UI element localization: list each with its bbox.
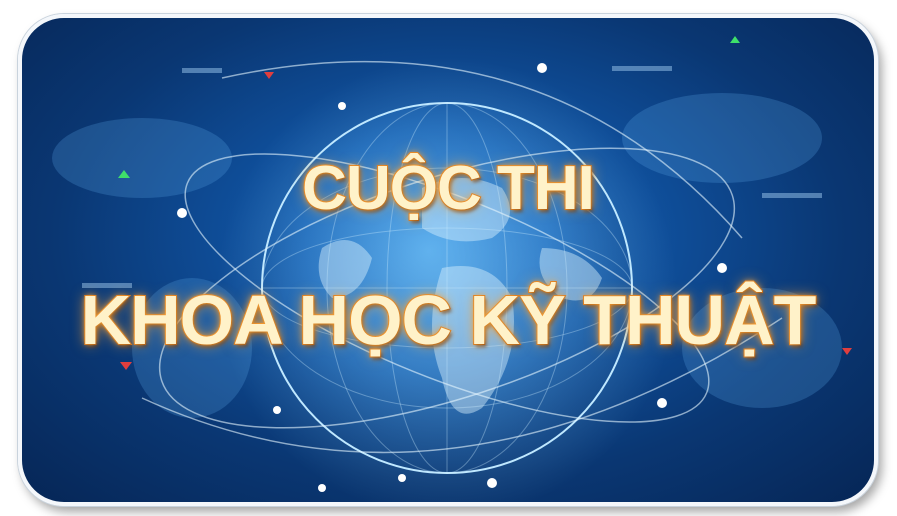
banner-frame: [18, 14, 878, 506]
title-line-2: KHOA HỌC KỸ THUẬT: [80, 281, 816, 359]
globe-network-illustration: [22, 18, 874, 502]
title-line-1: CUỘC THI: [302, 154, 594, 223]
